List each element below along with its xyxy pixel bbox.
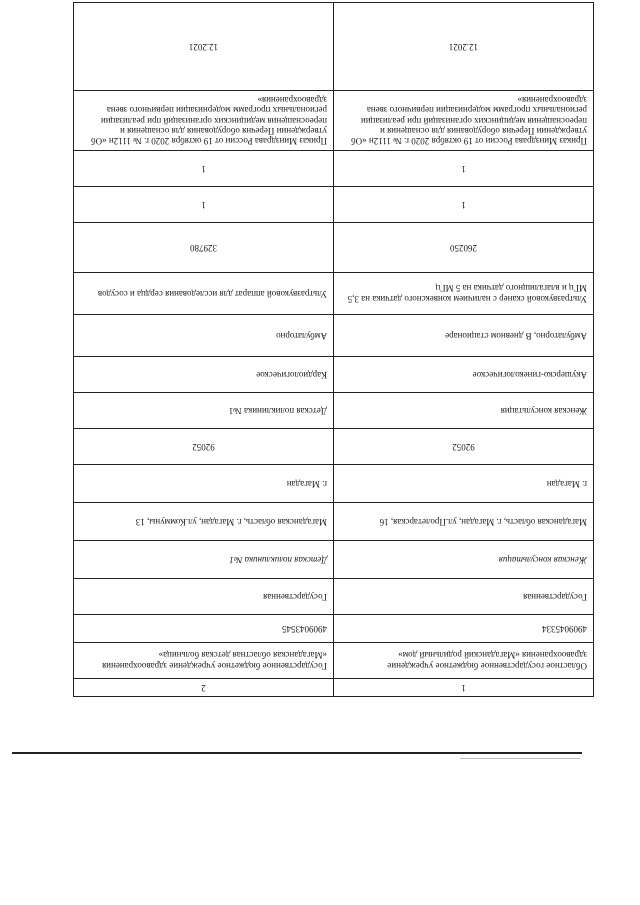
table-cell-left: 1 bbox=[334, 679, 594, 697]
horizontal-rule bbox=[12, 752, 582, 754]
table-row bbox=[74, 465, 594, 503]
table-row bbox=[74, 541, 594, 579]
table-cell-right: Приказ Минздрава России от 19 октября 2020 г. № 1112н «Об утверждении Перечня оборудования для оснащения и переоснащения медицинских организаций при реализации региональных программ модернизации первичного звена здравоохранения» bbox=[74, 91, 334, 151]
table-row bbox=[74, 3, 594, 91]
table-row bbox=[74, 91, 594, 151]
table-row bbox=[74, 273, 594, 315]
table-cell-left: Женская консультация bbox=[334, 393, 594, 429]
table-row bbox=[74, 679, 594, 697]
table-cell-right: Детская поликлиника №1 bbox=[74, 393, 334, 429]
table-row bbox=[74, 357, 594, 393]
table-row bbox=[74, 429, 594, 465]
table-cell-left: 92052 bbox=[334, 429, 594, 465]
table-cell-right: Детская поликлиника №1 bbox=[74, 541, 334, 579]
table-cell-left: г. Магадан bbox=[334, 465, 594, 503]
table-cell-right: 12.2021 bbox=[74, 3, 334, 91]
equipment-table bbox=[73, 2, 594, 697]
table-body bbox=[74, 3, 594, 697]
table-cell-right: Амбулаторно bbox=[74, 315, 334, 357]
faint-rule bbox=[460, 758, 580, 759]
table-cell-left: 4909045334 bbox=[334, 615, 594, 643]
table-row bbox=[74, 315, 594, 357]
table-cell-left: Магаданская область, г. Магадан, ул.Пролетарская, 16 bbox=[334, 503, 594, 541]
table-cell-left: 1 bbox=[334, 187, 594, 223]
table-row bbox=[74, 579, 594, 615]
table-cell-right: г. Магадан bbox=[74, 465, 334, 503]
table-cell-left: Женская консультация bbox=[334, 541, 594, 579]
table-cell-right: 1 bbox=[74, 187, 334, 223]
table-cell-left: Государственная bbox=[334, 579, 594, 615]
table-cell-right: 329780 bbox=[74, 223, 334, 273]
table-cell-left: Акушерско-гинекологическое bbox=[334, 357, 594, 393]
table-cell-right: 92052 bbox=[74, 429, 334, 465]
table-cell-right: 1 bbox=[74, 151, 334, 187]
table-row bbox=[74, 643, 594, 679]
table-cell-right: Кардиологическое bbox=[74, 357, 334, 393]
table-cell-left: Областное государственное бюджетное учреждение здравоохранения «Магаданский родильный дом» bbox=[334, 643, 594, 679]
table-row bbox=[74, 393, 594, 429]
table-cell-left: 260250 bbox=[334, 223, 594, 273]
table-row bbox=[74, 151, 594, 187]
table-cell-right: Государственная bbox=[74, 579, 334, 615]
table-row bbox=[74, 503, 594, 541]
table-cell-right: 2 bbox=[74, 679, 334, 697]
table-cell-left: Ультразвуковой сканер с наличием конвексного датчика на 3,5 МГц и влагалищного датчика на 5 МГц bbox=[334, 273, 594, 315]
table-cell-left: 12.2021 bbox=[334, 3, 594, 91]
table-cell-left: Амбулаторно, В дневном стационаре bbox=[334, 315, 594, 357]
table-row bbox=[74, 187, 594, 223]
table-cell-right: Ультразвуковой аппарат для исследования сердца и сосудов bbox=[74, 273, 334, 315]
table-cell-left: 1 bbox=[334, 151, 594, 187]
table-cell-right: Государственное бюджетное учреждение здравоохранения «Магаданская областная детская больница» bbox=[74, 643, 334, 679]
table-row bbox=[74, 615, 594, 643]
rotated-table-container bbox=[91, 41, 594, 697]
table-cell-right: 4909043545 bbox=[74, 615, 334, 643]
table-cell-left: Приказ Минздрава России от 19 октября 2020 г. № 1112н «Об утверждении Перечня оборудования для оснащения и переоснащения медицинских организаций при реализации региональных программ модернизации первичного звена здравоохранения» bbox=[334, 91, 594, 151]
table-cell-right: Магаданская область, г. Магадан, ул.Коммуны, 13 bbox=[74, 503, 334, 541]
table-row bbox=[74, 223, 594, 273]
